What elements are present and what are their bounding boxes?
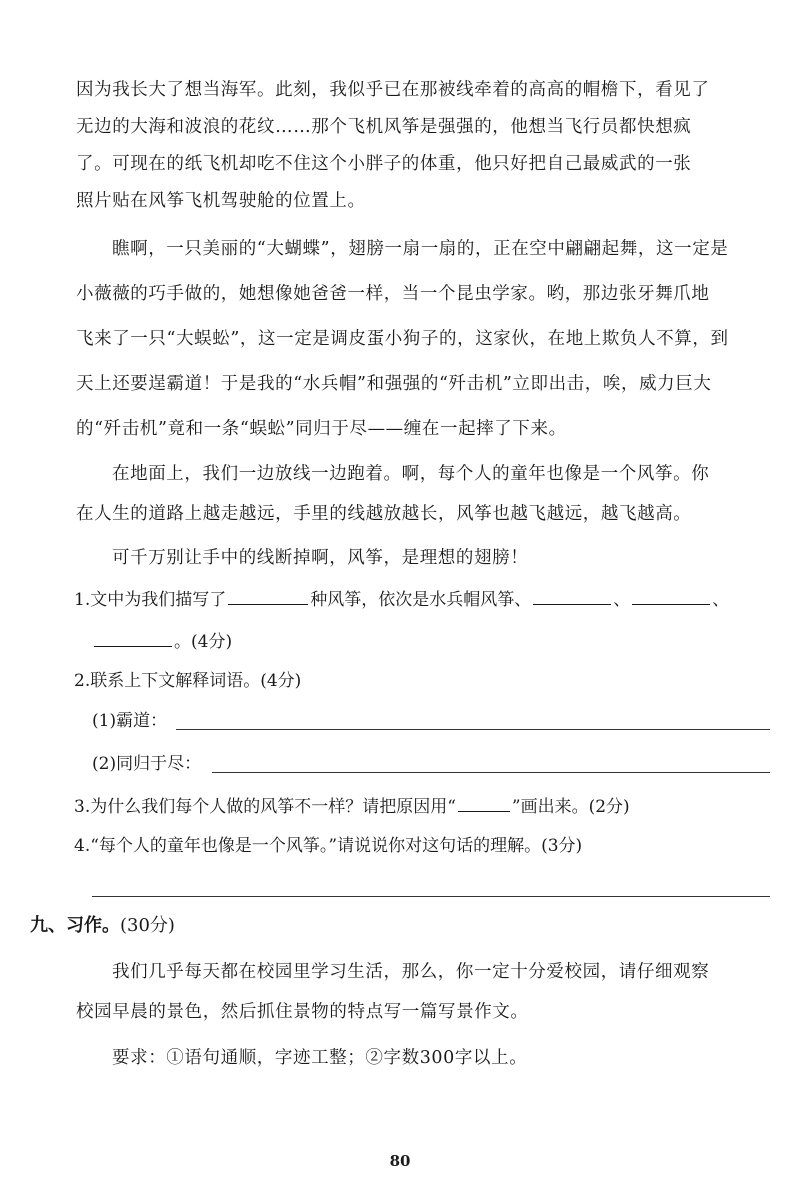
passage-line: 天上还要逞霸道！于是我的“水兵帽”和强强的“歼击机”立即出击，唉，威力巨大 [76, 374, 712, 394]
passage-line: 在人生的道路上越走越远，手里的线越放越长，风筝也越飞越远，越飞越高。 [76, 504, 692, 524]
question-2-item-1: (1)霸道： [92, 711, 168, 731]
section-9-title: 九、习作。(30分) [30, 915, 175, 936]
answer-blank[interactable] [533, 590, 611, 605]
question-3: 3.为什么我们每个人做的风筝不一样？请把原因用“ ”画出来。(2分) [74, 797, 630, 817]
composition-prompt: 校园早晨的景色，然后抓住景物的特点写一篇写景作文。 [76, 1002, 529, 1022]
passage-line: 小薇薇的巧手做的，她想像她爸爸一样，当一个昆虫学家。哟，那边张牙舞爪地 [76, 284, 710, 304]
question-2-item-2: (2)同归于尽： [92, 754, 202, 774]
answer-line[interactable] [92, 896, 770, 897]
composition-requirement: 要求：①语句通顺，字迹工整；②字数300字以上。 [112, 1048, 528, 1068]
question-1: 1.文中为我们描写了 种风筝，依次是水兵帽风筝、 、 、 [74, 590, 730, 610]
question-1-continued: 。(4分) [92, 630, 232, 654]
passage-line: 无边的大海和波浪的花纹……那个飞机风筝是强强的，他想当飞行员都快想疯 [76, 117, 692, 137]
passage-line: 了。可现在的纸飞机却吃不住这个小胖子的体重，他只好把自己最威武的一张 [76, 154, 692, 174]
answer-blank[interactable] [228, 590, 308, 605]
answer-line[interactable] [176, 729, 770, 730]
passage-line: 在地面上，我们一边放线一边跑着。啊，每个人的童年也像是一个风筝。你 [112, 464, 710, 484]
answer-blank[interactable] [632, 590, 710, 605]
question-2: 2.联系上下文解释词语。(4分) [74, 671, 302, 691]
passage-line: 瞧啊，一只美丽的“大蝴蝶”，翅膀一扇一扇的，正在空中翩翩起舞，这一定是 [112, 239, 729, 259]
question-4: 4.“每个人的童年也像是一个风筝。”请说说你对这句话的理解。(3分) [74, 836, 583, 856]
answer-blank[interactable] [94, 632, 172, 647]
underline-sample [458, 797, 510, 812]
passage-line: 可千万别让手中的线断掉啊，风筝，是理想的翅膀！ [112, 548, 529, 568]
passage-line: 飞来了一只“大蜈蚣”，这一定是调皮蛋小狗子的，这家伙，在地上欺负人不算，到 [76, 329, 729, 349]
page-number: 80 [389, 1152, 411, 1170]
passage-line: 的“歼击机”竟和一条“蜈蚣”同归于尽——缠在一起摔了下来。 [76, 419, 567, 439]
composition-prompt: 我们几乎每天都在校园里学习生活，那么，你一定十分爱校园，请仔细观察 [112, 962, 710, 982]
passage-line: 因为我长大了想当海军。此刻，我似乎已在那被线牵着的高高的帽檐下，看见了 [76, 80, 710, 100]
passage-line: 照片贴在风筝飞机驾驶舱的位置上。 [76, 191, 366, 211]
answer-line[interactable] [212, 772, 770, 773]
